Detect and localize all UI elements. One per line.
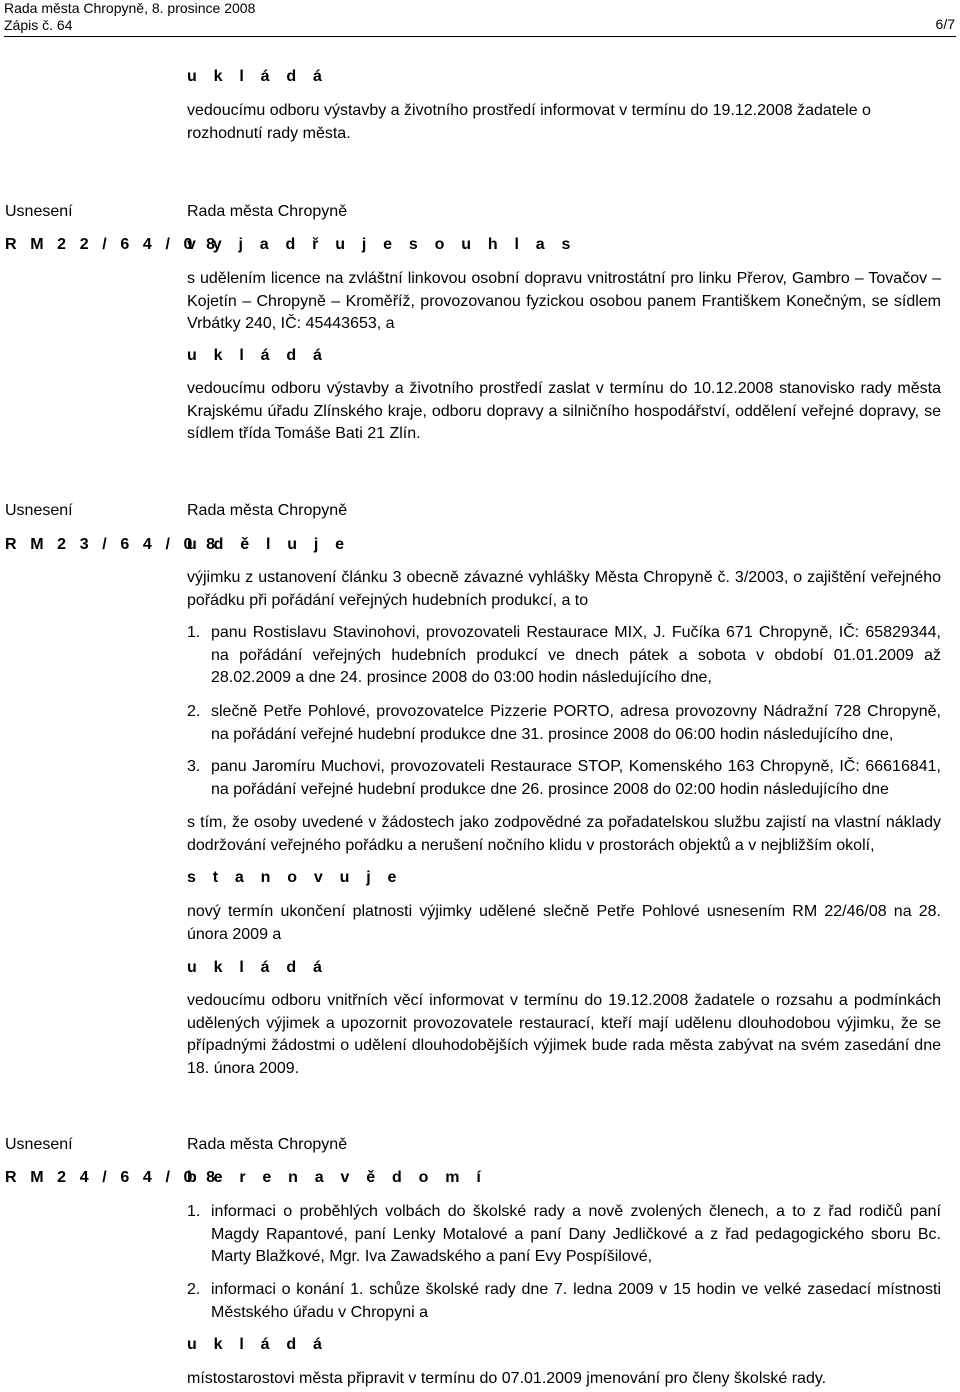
resolution-text: místostarostovi města připravit v termínu do 07.01.2009 jmenování pro členy školské rady. (187, 1370, 827, 1387)
resolution-number: R M 2 4 / 6 4 / 0 8 (5, 1169, 220, 1186)
resolution-text: vedoucímu odboru výstavby a životního prostředí informovat v termínu do 19.12.2008 žadatele o rozhodnutí rady města. (187, 102, 871, 142)
verb-uklada: u k l á d á (187, 68, 329, 85)
list-item (187, 1279, 941, 1324)
resolution-text: vedoucímu odboru výstavby a životního prostředí zaslat v termínu do 10.12.2008 stanovisko rady města Krajskému úřadu Zlínského kraje, odboru dopravy a silničního hospodářství, oddělení veřejné dopravy, se sídlem třída Tomáše Bati 21 Zlín. (187, 380, 941, 442)
list-item-text: slečně Petře Pohlové, provozovatelce Pizzerie PORTO, adresa provozovny Nádražní 728 Chropyně, na pořádání veřejné hudební produkce dne 31. prosince 2008 do 06:00 hodin následujícího dne, (211, 703, 941, 743)
resolution-text: s udělením licence na zvláštní linkovou osobní dopravu vnitrostátní pro linku Přerov, Gambro – Tovačov – Kojetín – Chropyně – Kroměříž, provozovanou fyzickou osobou panem Františkem Konečným, se sídlem Vrbátky 240, IČ: 45443653, a (187, 270, 941, 332)
resolution-number: R M 2 2 / 6 4 / 0 8 (5, 236, 220, 253)
resolution-label: Usnesení (5, 502, 73, 519)
running-header (4, 0, 255, 34)
council-name: Rada města Chropyně (187, 502, 348, 519)
council-name: Rada města Chropyně (187, 1136, 348, 1153)
resolution-text: vedoucímu odboru vnitřních věcí informovat v termínu do 19.12.2008 žadatele o rozsahu a podmínkách udělených výjimek a upozornit provozovatele restaurací, kteří mají udělenu dlouhodobou výjimku, že se případnými žádostmi o udělení dlouhodobějších výjimek bude rada města zabývat na svém zasedání dne 18. února 2009. (187, 992, 941, 1077)
list-item-text: panu Rostislavu Stavinohovi, provozovateli Restaurace MIX, J. Fučíka 671 Chropyně, IČ: 65829344, na pořádání veřejných hudebních produkcí ve dnech pátek a sobota v období 01.01.2009 až 28.02.2009 a dne 24. prosince 2008 do 03:00 hodin následujícího dne, (211, 624, 941, 686)
verb-vyjadruje-souhlas: v y j a d ř u j e s o u h l a s (187, 236, 577, 253)
verb-uklada: u k l á d á (187, 347, 329, 364)
verb-uklada: u k l á d á (187, 959, 329, 976)
resolution-number: R M 2 3 / 6 4 / 0 8 (5, 536, 220, 553)
verb-udeluje: u d ě l u j e (187, 536, 351, 553)
header-divider (4, 36, 956, 37)
resolution-text: s tím, že osoby uvedené v žádostech jako zodpovědné za pořadatelskou službu zajistí na vlastní náklady dodržování veřejného pořádku a nerušení nočního klidu v prostorách objektů a v nejbližším okolí, (187, 814, 941, 854)
page-number: 6/7 (935, 16, 955, 32)
list-item-number: 1. (187, 624, 201, 641)
list-item-number: 2. (187, 703, 201, 720)
verb-uklada: u k l á d á (187, 1336, 329, 1353)
resolution-label: Usnesení (5, 203, 73, 220)
header-title: Rada města Chropyně, 8. prosince 2008 (4, 0, 256, 16)
list-item-number: 2. (187, 1281, 201, 1298)
list-item (187, 701, 941, 746)
list-item (187, 1201, 941, 1269)
verb-bere-na-vedomi: b e r e n a v ě d o m í (187, 1169, 487, 1186)
resolution-text: nový termín ukončení platnosti výjimky udělené slečně Petře Pohlové usnesením RM 22/46/08 na 28. února 2009 a (187, 903, 941, 943)
list-item (187, 622, 941, 690)
verb-stanovuje: s t a n o v u j e (187, 869, 403, 886)
resolution-text: výjimku z ustanovení článku 3 obecně závazné vyhlášky Města Chropyně č. 3/2003, o zajištění veřejného pořádku při pořádání veřejných hudebních produkcí, a to (187, 569, 941, 609)
list-item-text: informaci o proběhlých volbách do školské rady a nově zvolených členech, a to z řad rodičů paní Magdy Rapantové, paní Lenky Motalové a paní Dany Jedličkové a z řad pedagogického sboru Bc. Marty Blažkové, Mgr. Iva Zawadského a paní Evy Pospíšilové, (211, 1203, 941, 1265)
list-item-text: informaci o konání 1. schůze školské rady dne 7. ledna 2009 v 15 hodin ve velké zasedací místnosti Městského úřadu v Chropyni a (211, 1281, 941, 1321)
list-item-number: 1. (187, 1203, 201, 1220)
list-item-number: 3. (187, 758, 201, 775)
list-item-text: panu Jaromíru Muchovi, provozovateli Restaurace STOP, Komenského 163 Chropyně, IČ: 66616841, na pořádání veřejné hudební produkce dne 26. prosince 2008 do 02:00 hodin následujícího dne (211, 758, 941, 798)
council-name: Rada města Chropyně (187, 203, 348, 220)
header-record-number: Zápis č. 64 (4, 17, 73, 33)
list-item (187, 756, 941, 801)
resolution-label: Usnesení (5, 1136, 73, 1153)
